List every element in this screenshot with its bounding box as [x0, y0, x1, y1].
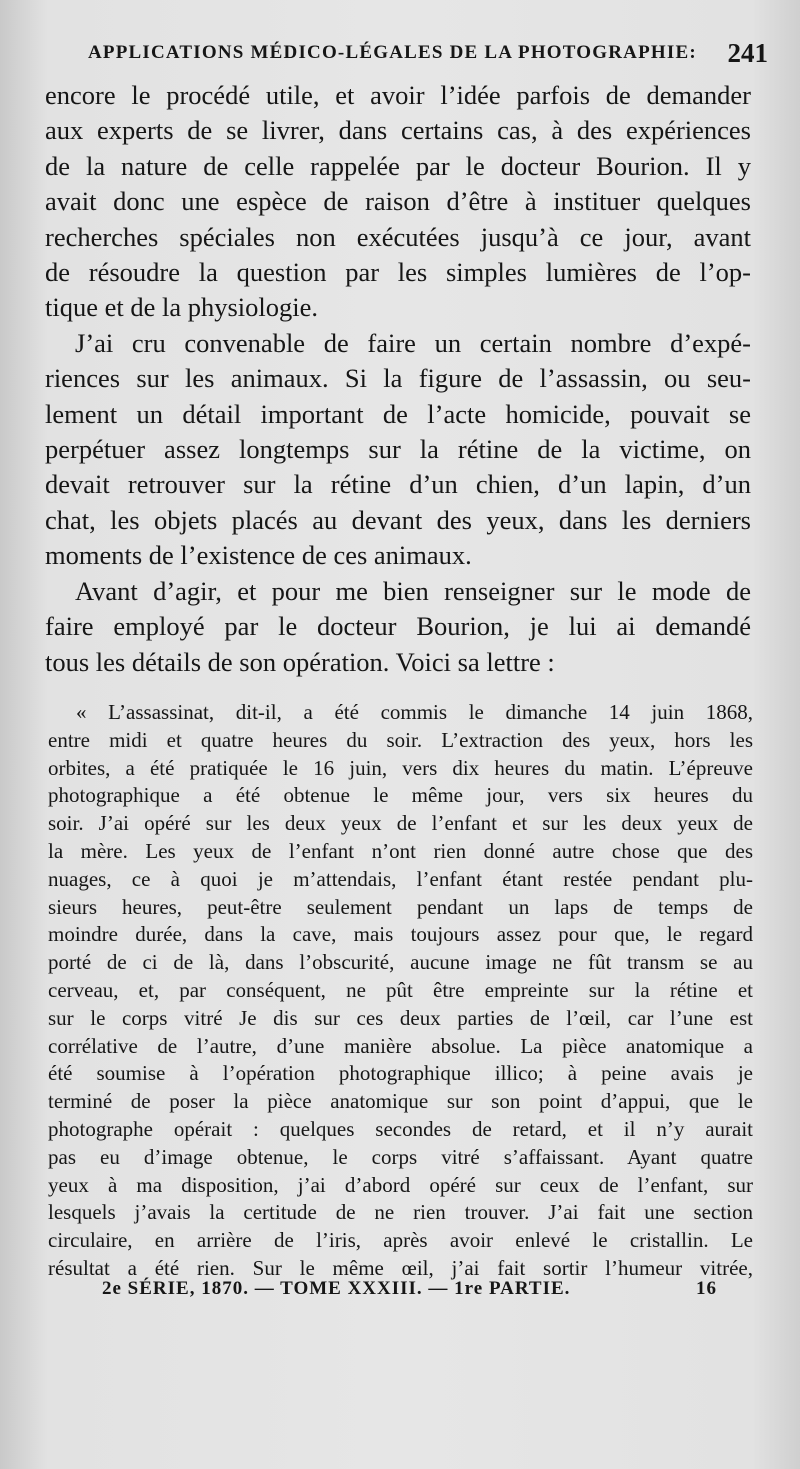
- quote-line: nuages, ce à quoi je m’attendais, l’enfant étant restée pendant plu-: [48, 866, 753, 891]
- quote-line: orbites, a été pratiquée le 16 juin, vers dix heures du matin. L’épreuve: [48, 755, 753, 780]
- main-text: [45, 78, 751, 680]
- quote-line: circulaire, en arrière de l’iris, après avoir enlevé le cristallin. Le: [48, 1228, 753, 1253]
- quote-line: « L’assassinat, dit-il, a été commis le dimanche 14 juin 1868,: [76, 700, 753, 724]
- quote-line: terminé de poser la pièce anatomique sur son point d’appui, que le: [48, 1089, 753, 1114]
- text-line: encore le procédé utile, et avoir l’idée parfois de demander: [45, 80, 751, 110]
- quote-line: corrélative de l’autre, d’une manière absolue. La pièce anatomique a: [48, 1033, 753, 1058]
- paragraph-1: [45, 78, 751, 326]
- quote-line: photographique a été obtenue le même jour, vers six heures du: [48, 783, 753, 808]
- text-line: riences sur les animaux. Si la figure de l’assassin, ou seu-: [45, 363, 751, 394]
- page-number: 241: [727, 38, 768, 68]
- text-line: faire employé par le docteur Bourion, je lui ai demandé: [45, 611, 751, 642]
- quote-line: porté de ci de là, dans l’obscurité, aucune image ne fût transm se au: [48, 950, 753, 975]
- quoted-letter: [48, 699, 753, 1283]
- text-line: devait retrouver sur la rétine d’un chien, d’un lapin, d’un: [45, 469, 751, 500]
- quote-line: sieurs heures, peut-être seulement pendant un laps de temps de: [48, 894, 753, 919]
- text-line: lement un détail important de l’acte homicide, pouvait se: [45, 398, 751, 429]
- quote-line: lesquels j’avais la certitude de ne rien trouver. J’ai fait une section: [48, 1200, 753, 1225]
- quote-line: yeux à ma disposition, j’ai d’abord opéré sur ceux de l’enfant, sur: [48, 1172, 753, 1197]
- quote-line: moindre durée, dans la cave, mais toujours assez pour que, le regard: [48, 922, 753, 947]
- text-line: perpétuer assez longtemps sur la rétine de la victime, on: [45, 434, 751, 465]
- text-line: aux experts de se livrer, dans certains cas, à des expériences: [45, 115, 751, 146]
- text-line: J’ai cru convenable de faire un certain nombre d’expé-: [75, 327, 751, 358]
- quote-line: sur le corps vitré Je dis sur ces deux parties de l’œil, car l’une est: [48, 1005, 753, 1030]
- text-line: recherches spéciales non exécutées jusqu’à ce jour, avant: [45, 221, 751, 252]
- quote-line: entre midi et quatre heures du soir. L’extraction des yeux, hors les: [48, 727, 753, 752]
- quote-line: soir. J’ai opéré sur les deux yeux de l’enfant et sur les deux yeux de: [48, 811, 753, 836]
- text-line: de résoudre la question par les simples lumières de l’op-: [45, 257, 751, 288]
- running-title: APPLICATIONS MÉDICO-LÉGALES DE LA PHOTOGRAPHIE:: [88, 42, 697, 63]
- signature-mark: 16: [696, 1278, 717, 1299]
- text-line: de la nature de celle rappelée par le docteur Bourion. Il y: [45, 150, 751, 181]
- text-line: moments de l’existence de ces animaux.: [45, 540, 472, 571]
- text-line: Avant d’agir, et pour me bien renseigner sur le mode de: [75, 575, 751, 606]
- quote-line: la mère. Les yeux de l’enfant n’ont rien donné autre chose que des: [48, 838, 753, 863]
- quote-line: cerveau, et, par conséquent, ne pût être empreinte sur la rétine et: [48, 977, 753, 1002]
- quote-line: été soumise à l’opération photographique illico; à peine avais je: [48, 1061, 753, 1086]
- paragraph-3: [45, 574, 751, 680]
- quote-line: pas eu d’image obtenue, le corps vitré s’affaissant. Ayant quatre: [48, 1144, 753, 1169]
- quote-line: résultat a été rien. Sur le même œil, j’ai fait sortir l’humeur vitrée,: [48, 1255, 753, 1280]
- quote-line: photographe opérait : quelques secondes de retard, et il n’y aurait: [48, 1116, 753, 1141]
- series-info: 2e SÉRIE, 1870. — TOME XXXIII. — 1re PARTIE.: [102, 1278, 571, 1299]
- page-footer: [102, 1278, 717, 1306]
- text-line: chat, les objets placés au devant des yeux, dans les derniers: [45, 504, 751, 535]
- paragraph-2: [45, 326, 751, 574]
- text-line: avait donc une espèce de raison d’être à instituer quelques: [45, 186, 751, 217]
- text-line: tique et de la physiologie.: [45, 292, 319, 323]
- running-header: [88, 38, 768, 74]
- text-line: tous les détails de son opération. Voici sa lettre :: [45, 646, 555, 677]
